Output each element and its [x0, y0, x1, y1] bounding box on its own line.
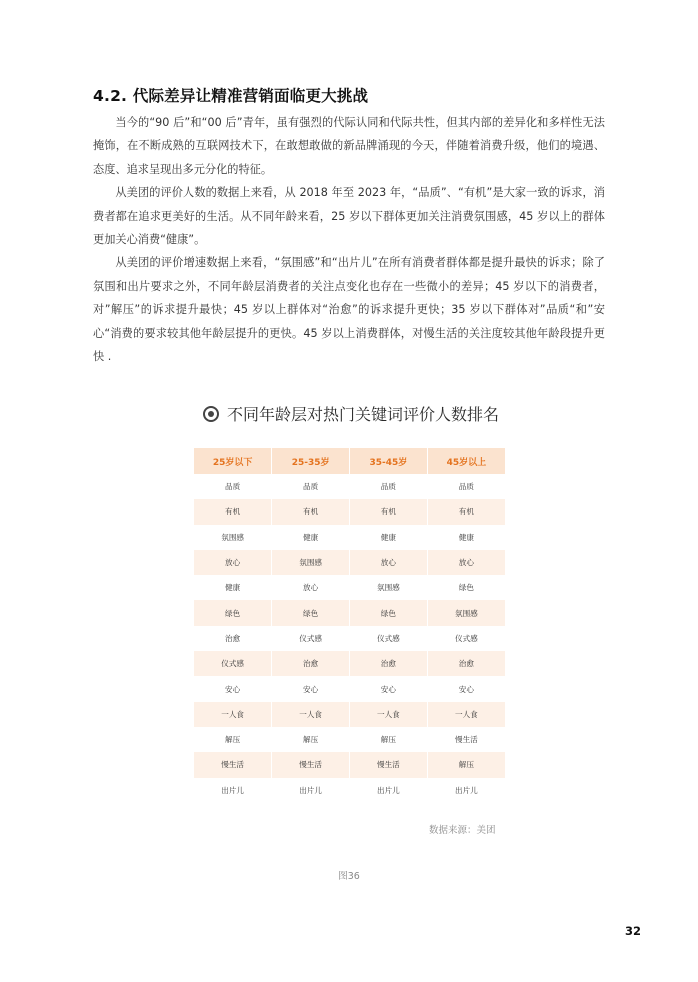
- table-cell: 健康: [194, 575, 272, 600]
- table-cell: 一人食: [350, 702, 428, 727]
- table-cell: 绿色: [272, 600, 350, 625]
- table-cell: 绿色: [350, 600, 428, 625]
- table-cell: 一人食: [194, 702, 272, 727]
- table-cell: 氛围感: [427, 600, 505, 625]
- paragraph-2: 从美团的评价人数的数据上来看，从 2018 年至 2023 年，“品质”、“有机”是大家一致的诉求，消费者都在追求更美好的生活。从不同年龄来看，25 岁以下群体更加关注消费氛围感，45 岁以上的群体更加关心消费“健康”。: [93, 186, 605, 247]
- table-row: [194, 600, 505, 625]
- table-cell: 有机: [272, 499, 350, 524]
- table-cell: 品质: [350, 474, 428, 499]
- table-row: [194, 525, 505, 550]
- table-cell: 安心: [350, 676, 428, 701]
- table-row: [194, 651, 505, 676]
- figure-caption: 图36: [338, 871, 360, 882]
- table-cell: 治愈: [194, 626, 272, 651]
- table-row: [194, 702, 505, 727]
- table-cell: 健康: [272, 525, 350, 550]
- table-cell: 氛围感: [194, 525, 272, 550]
- table-cell: 安心: [194, 676, 272, 701]
- table-row: [194, 499, 505, 524]
- table-cell: 出片儿: [427, 778, 505, 803]
- table-cell: 出片儿: [194, 778, 272, 803]
- table-cell: 安心: [272, 676, 350, 701]
- table-cell: 氛围感: [272, 550, 350, 575]
- header-25-35: 25-35岁: [272, 448, 350, 474]
- table-cell: 慢生活: [194, 752, 272, 777]
- section-heading: 4.2. 代际差异让精准营销面临更大挑战: [93, 87, 369, 105]
- table-row: [194, 727, 505, 752]
- radio-target-icon: [203, 406, 219, 422]
- table-title-text: 不同年龄层对热门关键词评价人数排名: [227, 405, 500, 424]
- header-35-45: 35-45岁: [350, 448, 428, 474]
- table-cell: 品质: [272, 474, 350, 499]
- table-body: [194, 474, 505, 803]
- header-under-25: 25岁以下: [194, 448, 272, 474]
- table-cell: 氛围感: [350, 575, 428, 600]
- table-cell: 有机: [427, 499, 505, 524]
- table-cell: 健康: [427, 525, 505, 550]
- table-row: [194, 626, 505, 651]
- table-cell: 仪式感: [427, 626, 505, 651]
- table-cell: 治愈: [272, 651, 350, 676]
- header-over-45: 45岁以上: [427, 448, 505, 474]
- table-cell: 放心: [272, 575, 350, 600]
- table-cell: 解压: [427, 752, 505, 777]
- table-cell: 品质: [194, 474, 272, 499]
- table-cell: 绿色: [194, 600, 272, 625]
- table-cell: 仪式感: [272, 626, 350, 651]
- table-cell: 仪式感: [194, 651, 272, 676]
- table-row: [194, 575, 505, 600]
- paragraph-3: 从美团的评价增速数据上来看，“氛围感”和“出片儿”在所有消费者群体都是提升最快的诉求；除了氛围和出片要求之外，不同年龄层消费者的关注点变化也存在一些微小的差异；45 岁以下的消费者，对”解压”的诉求提升最快；45 岁以上群体对“治愈”的诉求提升更快；35 岁以下群体对”品质“和”安心“消费的要求较其他年龄层提升的更快。45 岁以上消费群体，对慢生活的关注度较其他年龄段提升更快 .: [93, 256, 605, 364]
- table-cell: 慢生活: [272, 752, 350, 777]
- table-cell: 放心: [194, 550, 272, 575]
- table-cell: 慢生活: [350, 752, 428, 777]
- table-cell: 有机: [350, 499, 428, 524]
- table-cell: 出片儿: [350, 778, 428, 803]
- keyword-rank-table: [194, 448, 505, 803]
- table-cell: 出片儿: [272, 778, 350, 803]
- table-cell: 解压: [272, 727, 350, 752]
- table-header-row: [194, 448, 505, 474]
- table-cell: 解压: [350, 727, 428, 752]
- paragraph-1: 当今的“90 后”和“00 后”青年，虽有强烈的代际认同和代际共性，但其内部的差异化和多样性无法掩饰，在不断成熟的互联网技术下，在敢想敢做的新品牌涌现的今天，伴随着消费升级，他们的境遇、态度、追求呈现出多元分化的特征。: [93, 116, 605, 176]
- table-cell: 有机: [194, 499, 272, 524]
- table-cell: 一人食: [272, 702, 350, 727]
- table-row: [194, 474, 505, 499]
- table-cell: 慢生活: [427, 727, 505, 752]
- table-cell: 放心: [427, 550, 505, 575]
- table-row: [194, 550, 505, 575]
- page-number: 32: [624, 924, 641, 938]
- table-cell: 绿色: [427, 575, 505, 600]
- table-title: [203, 402, 499, 425]
- table-cell: 解压: [194, 727, 272, 752]
- table-cell: 治愈: [350, 651, 428, 676]
- table-cell: 治愈: [427, 651, 505, 676]
- table-cell: 品质: [427, 474, 505, 499]
- table-row: [194, 676, 505, 701]
- table-cell: 健康: [350, 525, 428, 550]
- body-text: [93, 111, 605, 368]
- data-source-note: 数据来源：美团: [429, 825, 496, 836]
- table-cell: 一人食: [427, 702, 505, 727]
- table-row: [194, 752, 505, 777]
- table-cell: 安心: [427, 676, 505, 701]
- table-cell: 仪式感: [350, 626, 428, 651]
- table-row: [194, 778, 505, 803]
- table-cell: 放心: [350, 550, 428, 575]
